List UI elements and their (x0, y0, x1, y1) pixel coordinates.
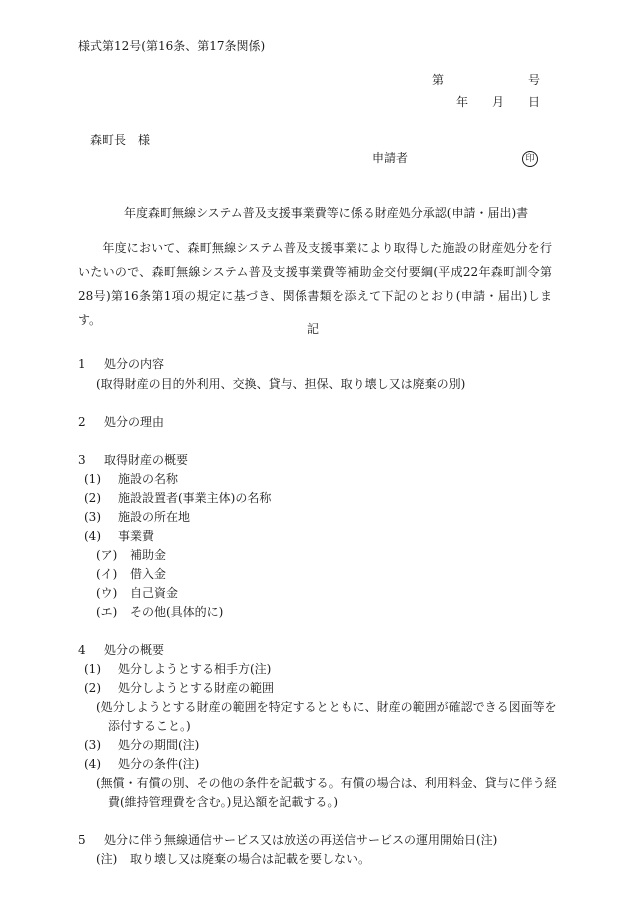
section-5-heading (78, 832, 497, 848)
section-5-title: 処分に伴う無線通信サービス又は放送の再送信サービスの運用開始日(注) (104, 833, 498, 847)
number-label-go: 号 (528, 73, 541, 87)
section-3-number: 3 (78, 453, 86, 467)
section-3-item-1 (84, 471, 178, 487)
section-2-heading (78, 414, 164, 430)
section-4-item-4-number: (4) (84, 757, 101, 771)
section-2-title: 処分の理由 (104, 415, 165, 429)
section-5-note-label: (注) (96, 852, 118, 866)
section-3-heading (78, 452, 188, 468)
seal-mark: 印 (522, 151, 538, 167)
section-4-item-1-number: (1) (84, 662, 101, 676)
section-1-title: 処分の内容 (104, 357, 165, 371)
section-3-item-4-number: (4) (84, 529, 101, 543)
section-3-subitem-d-text: その他(具体的に) (130, 605, 224, 619)
section-4-item-2-text: 処分しようとする財産の範囲 (118, 681, 275, 695)
section-3-subitem-b (96, 566, 166, 582)
section-1-number: 1 (78, 357, 86, 371)
section-5-note (96, 851, 370, 867)
section-3-subitem-a (96, 547, 166, 563)
section-4-item-3-number: (3) (84, 738, 101, 752)
section-4-item-4 (84, 756, 199, 772)
section-4-item-1 (84, 661, 271, 677)
section-4-item-2-note-line-1: (処分しようとする財産の範囲を特定するとともに、財産の範囲が確認できる図面等を (96, 700, 557, 714)
section-3-subitem-d-number: (エ) (96, 605, 118, 619)
section-3-subitem-a-number: (ア) (96, 548, 118, 562)
date-year-label: 年 (456, 95, 469, 109)
number-label-dai: 第 (432, 73, 445, 87)
section-3-subitem-b-text: 借入金 (130, 567, 167, 581)
section-3-item-1-number: (1) (84, 472, 101, 486)
body-paragraph: 年度において、森町無線システム普及支援事業により取得した施設の財産処分を行いたいので、森町無線システム普及支援事業費等補助金交付要綱(平成22年森町訓令第28号)第16条第1項の規定に基づき、関係書類を添えて下記のとおり(申請・届出)します。 (78, 241, 552, 327)
section-3-item-4-text: 事業費 (118, 529, 155, 543)
seal-mark-icon (522, 149, 538, 167)
form-number: 様式第12号(第16条、第17条関係) (78, 39, 266, 53)
section-4-item-4-text: 処分の条件(注) (118, 757, 200, 771)
section-3-title: 取得財産の概要 (104, 453, 189, 467)
document-title: 年度森町無線システム普及支援事業費等に係る財産処分承認(申請・届出)書 (124, 206, 529, 220)
ki-marker: 記 (307, 322, 320, 336)
section-3-subitem-d (96, 604, 223, 620)
section-4-item-2 (84, 680, 274, 696)
section-3-item-2-text: 施設設置者(事業主体)の名称 (118, 491, 272, 505)
section-4-item-2-number: (2) (84, 681, 101, 695)
section-3-subitem-c (96, 585, 178, 601)
section-3-item-3-text: 施設の所在地 (118, 510, 191, 524)
section-4-item-3-text: 処分の期間(注) (118, 738, 200, 752)
section-3-item-1-text: 施設の名称 (118, 472, 179, 486)
section-4-title: 処分の概要 (104, 643, 165, 657)
section-3-subitem-c-text: 自己資金 (130, 586, 179, 600)
section-4-item-4-note-line-2: 費(維持管理費を含む。)見込額を記載する。) (108, 795, 339, 809)
section-4-item-4-note-line-1: (無償・有償の別、その他の条件を記載する。有償の場合は、利用料金、貸与に伴う経 (96, 776, 557, 790)
section-3-subitem-a-text: 補助金 (130, 548, 167, 562)
section-3-item-3 (84, 509, 190, 525)
section-2-number: 2 (78, 415, 86, 429)
section-1-heading (78, 356, 164, 372)
section-4-item-3 (84, 737, 199, 753)
section-4-number: 4 (78, 643, 86, 657)
section-4-item-2-note-line-2: 添付すること。) (108, 719, 191, 733)
section-3-subitem-c-number: (ウ) (96, 586, 118, 600)
section-3-item-2 (84, 490, 271, 506)
section-3-item-3-number: (3) (84, 510, 101, 524)
addressee: 森町長 様 (90, 133, 151, 147)
date-day-label: 日 (528, 95, 541, 109)
section-1-note: (取得財産の目的外利用、交換、貸与、担保、取り壊し又は廃棄の別) (96, 377, 466, 391)
applicant-label: 申請者 (372, 151, 409, 165)
section-3-item-2-number: (2) (84, 491, 101, 505)
section-5-number: 5 (78, 833, 86, 847)
section-3-subitem-b-number: (イ) (96, 567, 118, 581)
section-4-heading (78, 642, 164, 658)
section-4-item-1-text: 処分しようとする相手方(注) (118, 662, 272, 676)
section-3-item-4 (84, 528, 154, 544)
date-month-label: 月 (492, 95, 505, 109)
section-5-note-text: 取り壊し又は廃棄の場合は記載を要しない。 (130, 852, 371, 866)
